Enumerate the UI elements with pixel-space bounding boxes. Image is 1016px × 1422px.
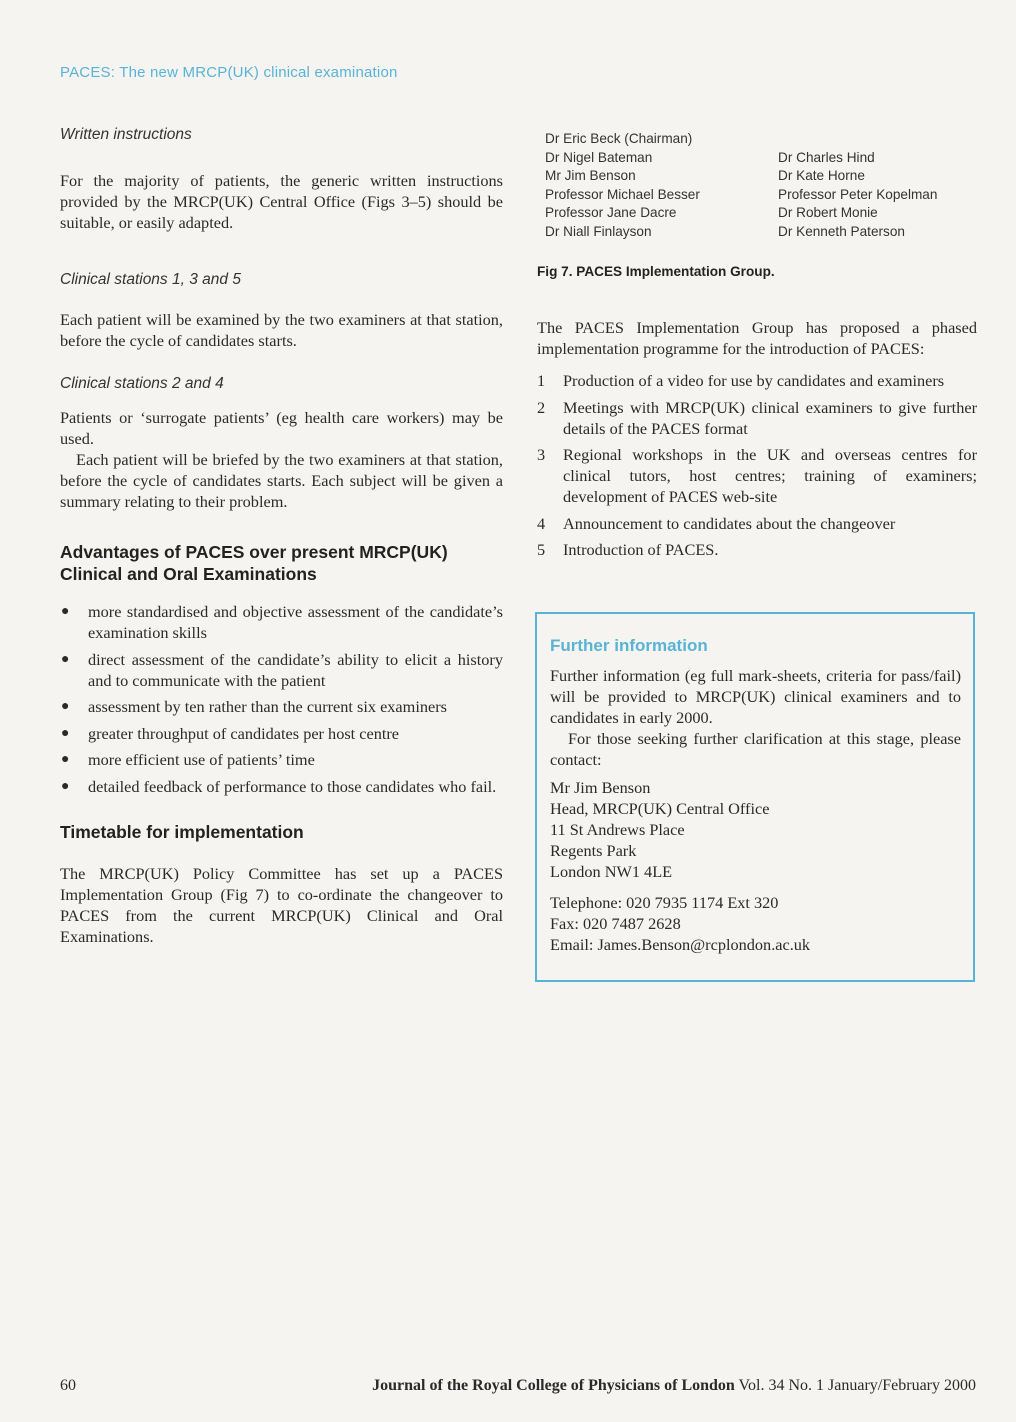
group-member: Dr Kenneth Paterson	[778, 223, 905, 239]
figure-caption: Fig 7. PACES Implementation Group.	[537, 264, 775, 279]
stations-24-paragraph-2: Each patient will be briefed by the two examiners at that station, before the cycle of candidates starts. Each subject will be given a summary relating to their problem.	[60, 450, 503, 511]
bullet-icon: ●	[61, 651, 70, 667]
group-member: Professor Peter Kopelman	[778, 186, 938, 202]
bullet-icon: ●	[61, 778, 70, 794]
left-column	[60, 126, 503, 947]
further-information-paragraph-2: For those seeking further clarification at this stage, please contact:	[550, 729, 961, 769]
group-names-right	[778, 149, 937, 242]
stations-135-paragraph: Each patient will be examined by the two examiners at that station, before the cycle of candidates starts.	[60, 310, 503, 350]
advantage-text: more standardised and objective assessment of the candidate’s examination skills	[88, 602, 503, 642]
written-instructions-heading: Written instructions	[60, 126, 192, 143]
group-member: Mr Jim Benson	[545, 168, 636, 183]
further-information-title: Further information	[550, 636, 708, 655]
advantage-text: direct assessment of the candidate’s ability to elicit a history and to communicate with the patient	[88, 649, 503, 690]
address-line: Regents Park	[550, 841, 637, 860]
stations-24-paragraph-1: Patients or ‘surrogate patients’ (eg health care workers) may be used.	[60, 408, 503, 448]
group-member: Professor Jane Dacre	[545, 205, 677, 220]
advantages-heading: Advantages of PACES over present MRCP(UK) Clinical and Oral Examinations	[60, 542, 448, 584]
running-head: PACES: The new MRCP(UK) clinical examination	[60, 64, 398, 81]
list-number: 4	[537, 513, 546, 533]
implementation-group-figure	[537, 130, 977, 250]
plan-text: Introduction of PACES.	[563, 540, 719, 559]
journal-name: Journal of the Royal College of Physicians of London	[372, 1377, 735, 1394]
list-item	[60, 601, 503, 643]
contact-details	[550, 892, 961, 955]
list-item	[60, 749, 503, 770]
list-item	[537, 539, 977, 560]
list-item	[60, 696, 503, 717]
bullet-icon: ●	[61, 752, 70, 767]
group-member: Professor Michael Besser	[545, 186, 700, 202]
plan-text: Production of a video for use by candidates and examiners	[563, 371, 945, 390]
bullet-icon: ●	[61, 604, 70, 619]
email: Email: James.Benson@rcplondon.ac.uk	[550, 935, 811, 954]
group-member: Dr Niall Finlayson	[545, 223, 652, 239]
plan-text: Regional workshops in the UK and overseas centres for clinical tutors, host centres; training of examiners; development of PACES web-site	[563, 445, 977, 506]
bullet-icon: ●	[61, 699, 70, 714]
plan-text: Meetings with MRCP(UK) clinical examiners to give further details of the PACES format	[563, 397, 977, 438]
list-item	[537, 444, 977, 507]
list-item	[537, 397, 977, 439]
timetable-heading: Timetable for implementation	[60, 821, 304, 842]
journal-citation	[372, 1377, 976, 1395]
list-number: 5	[537, 540, 546, 559]
address-line: 11 St Andrews Place	[550, 820, 685, 839]
contact-address	[550, 777, 961, 882]
plan-text: Announcement to candidates about the changeover	[563, 513, 896, 533]
journal-issue: Vol. 34 No. 1 January/February 2000	[738, 1377, 976, 1394]
list-item	[537, 370, 977, 391]
list-item	[60, 723, 503, 744]
list-number: 2	[537, 397, 546, 417]
list-number: 3	[537, 445, 546, 464]
stations-24-heading: Clinical stations 2 and 4	[60, 375, 224, 392]
fax: Fax: 020 7487 2628	[550, 914, 681, 933]
group-member: Dr Eric Beck (Chairman)	[545, 131, 693, 146]
address-line: London NW1 4LE	[550, 862, 673, 881]
page-number: 60	[60, 1377, 76, 1394]
address-line: Mr Jim Benson	[550, 778, 651, 797]
advantage-text: greater throughput of candidates per host centre	[88, 723, 400, 743]
group-member: Dr Nigel Bateman	[545, 149, 653, 165]
implementation-plan-list	[537, 370, 977, 560]
advantages-list	[60, 601, 503, 797]
further-information-box	[535, 612, 975, 982]
list-item	[60, 776, 503, 797]
right-column	[537, 130, 977, 566]
written-instructions-paragraph: For the majority of patients, the generic written instructions provided by the MRCP(UK) Central Office (Figs 3–5) should be suitable, or easily adapted.	[60, 171, 503, 232]
advantage-text: assessment by ten rather than the current six examiners	[88, 697, 447, 716]
group-member: Dr Kate Horne	[778, 168, 865, 183]
plan-intro-paragraph: The PACES Implementation Group has proposed a phased implementation programme for the introduction of PACES:	[537, 318, 977, 358]
advantage-text: more efficient use of patients’ time	[88, 750, 315, 769]
telephone: Telephone: 020 7935 1174 Ext 320	[550, 893, 779, 912]
list-item	[60, 649, 503, 691]
stations-135-heading: Clinical stations 1, 3 and 5	[60, 271, 241, 288]
group-member: Dr Charles Hind	[778, 149, 875, 165]
group-member: Dr Robert Monie	[778, 205, 878, 220]
further-information-paragraph-1: Further information (eg full mark-sheets, criteria for pass/fail) will be provided to MRCP(UK) clinical examiners and to candidates in early 2000.	[550, 666, 961, 727]
timetable-paragraph: The MRCP(UK) Policy Committee has set up a PACES Implementation Group (Fig 7) to co-ordinate the changeover to PACES from the current MRCP(UK) Clinical and Oral Examinations.	[60, 863, 503, 946]
address-line: Head, MRCP(UK) Central Office	[550, 799, 770, 818]
list-number: 1	[537, 371, 546, 390]
advantage-text: detailed feedback of performance to those candidates who fail.	[88, 776, 497, 796]
list-item	[537, 513, 977, 534]
bullet-icon: ●	[61, 725, 70, 741]
group-names-left	[545, 130, 700, 241]
